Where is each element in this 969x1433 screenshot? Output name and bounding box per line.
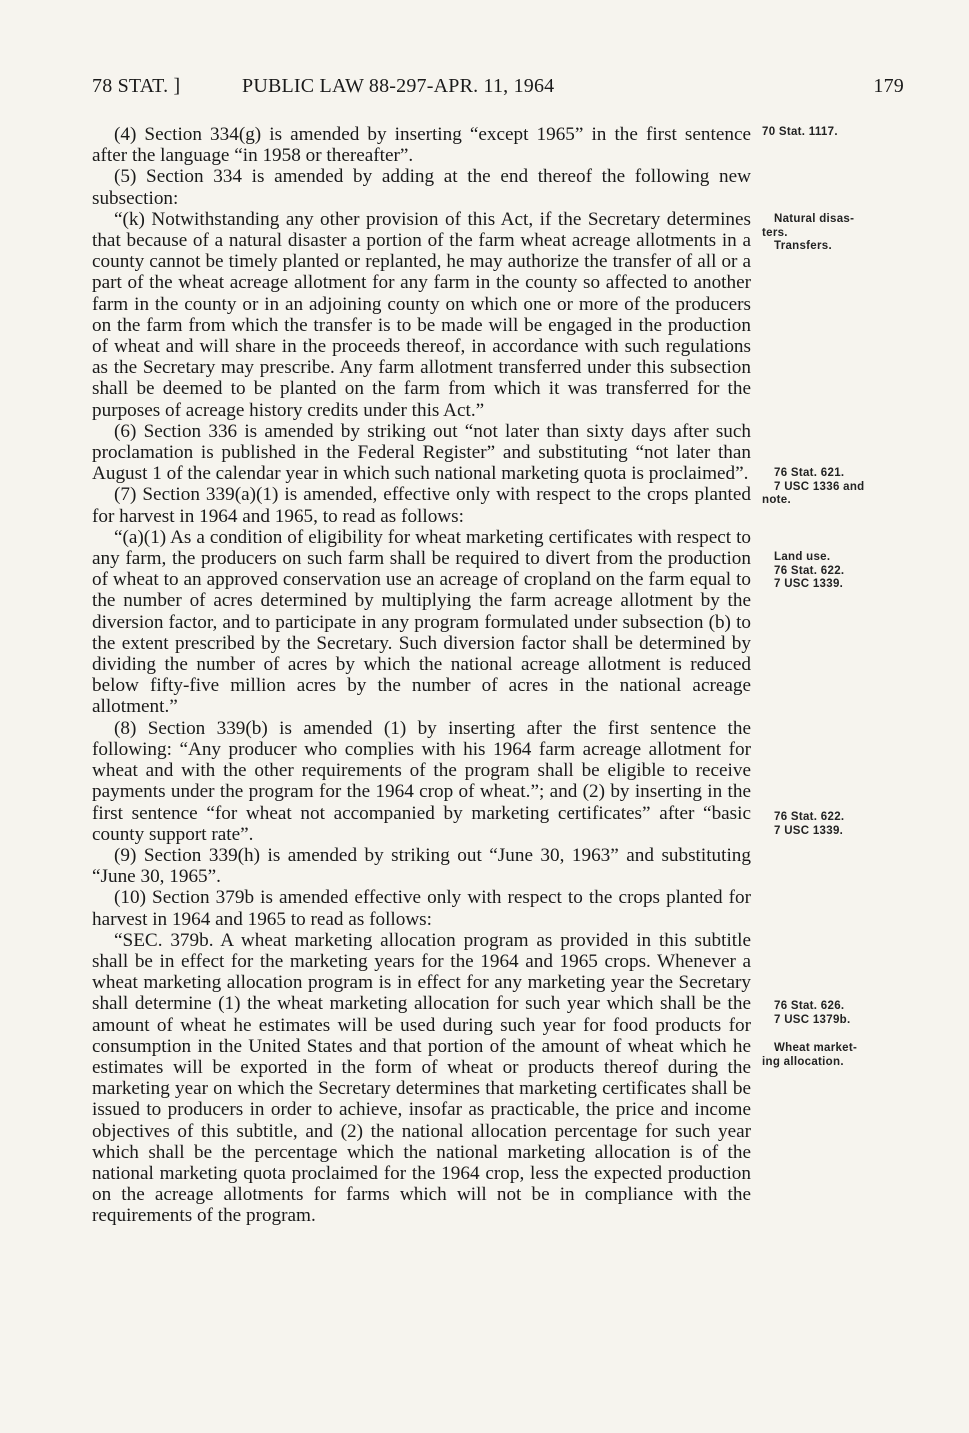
- paragraph-6: (6) Section 336 is amended by striking out “not later than sixty days after such proclamation is published in the Federal Register” and substituting “not later than August 1 of the calendar year in which such national marketing quota is proclaimed”.: [92, 420, 751, 485]
- stat-reference: 78 STAT. ]: [92, 75, 181, 97]
- margin-note-wheat-marketing: Wheat market- ing allocation.: [762, 1042, 858, 1068]
- paragraph-10: (10) Section 379b is amended effective only with respect to the crops planted for harvest in 1964 and 1965 to read as follows:: [92, 887, 751, 930]
- page-header: [92, 75, 904, 103]
- paragraph-5: (5) Section 334 is amended by adding at the end thereof the following new subsection:: [92, 166, 751, 209]
- subsection-k: “(k) Notwithstanding any other provision of this Act, if the Secretary determines that because of a natural disaster a portion of the farm wheat acreage allotments in a county cannot be timely planted or replanted, he may authorize the transfer of all or a part of the wheat acreage allotment for any farm in the county so affected to another farm in the county or in an adjoining county on which one or more of the producers on the farm from which the transfer is to be made will be engaged in the production of wheat and will share in the proceeds thereof, in accordance with such regulations as the Secretary may prescribe. Any farm allotment transferred under this subsection shall be deemed to be planted on the farm from which it was transferred for the purposes of acreage history credits under this Act.”: [92, 208, 751, 421]
- section-379b: “SEC. 379b. A wheat marketing allocation program as provided in this subtitle shall be in effect for the marketing years for the 1964 and 1965 crops. Whenever a wheat marketing allocation program is in effect for any marketing year the Secretary shall determine (1) the wheat marketing allocation for such year which shall be the amount of wheat he estimates will be used during such year for food products for consumption in the United States and that portion of the amount of wheat which he estimates will be exported in the form of wheat or products thereof during the marketing year on which the Secretary determines that marketing certificates shall be issued to producers in order to achieve, insofar as practicable, the price and income objectives of this subtitle, and (2) the national allocation percentage for such year which shall be the percentage which the national marketing allocation is of the national marketing quota proclaimed for the 1964 crop, less the expected production on the acreage allotments for farms which will not be in compliance with the requirements of the program.: [92, 929, 751, 1227]
- margin-note-76-stat-626: 76 Stat. 626. 7 USC 1379b.: [774, 1000, 851, 1026]
- margin-note-76-stat-621: 76 Stat. 621. 7 USC 1336 and note.: [762, 467, 865, 506]
- margin-note-70-stat-1117: 70 Stat. 1117.: [762, 126, 838, 138]
- paragraph-7: (7) Section 339(a)(1) is amended, effective only with respect to the crops planted for harvest in 1964 and 1965, to read as follows:: [92, 484, 751, 527]
- page-number: 179: [873, 75, 904, 97]
- margin-note-natural-disasters: Natural disas- ters. Transfers.: [762, 213, 855, 252]
- subsection-a1: “(a)(1) As a condition of eligibility for wheat marketing certificates with respect to any farm, the producers on such farm shall be required to divert from the production of wheat to an approved conservation use an acreage of cropland on the farm equal to the number of acres determined by multiplying the farm acreage allotment by the diversion factor, and to participate in any program formulated under subsection (b) to the extent prescribed by the Secretary. Such diversion factor shall be determined by dividing the number of acres by which the national acreage allotment is reduced below fifty-five million acres by the number of acres in the national acreage allotment.”: [92, 526, 751, 718]
- margin-note-land-use: Land use. 76 Stat. 622. 7 USC 1339.: [774, 551, 845, 590]
- margin-note-76-stat-622: 76 Stat. 622. 7 USC 1339.: [774, 811, 845, 837]
- paragraph-4: (4) Section 334(g) is amended by inserting “except 1965” in the first sentence after the language “in 1958 or thereafter”.: [92, 124, 751, 167]
- law-title: PUBLIC LAW 88-297-APR. 11, 1964: [242, 75, 555, 97]
- paragraph-8: (8) Section 339(b) is amended (1) by inserting after the first sentence the following: “Any producer who complies with his 1964 farm acreage allotment for wheat and with the other requirements of the program shall be eligible to receive payments under the program for the 1964 crop of wheat.”; and (2) by inserting in the first sentence “for wheat not accompanied by marketing certificates” after “basic county support rate”.: [92, 717, 751, 845]
- body-text: [92, 124, 751, 1227]
- paragraph-9: (9) Section 339(h) is amended by striking out “June 30, 1963” and substituting “June 30, 1965”.: [92, 844, 751, 888]
